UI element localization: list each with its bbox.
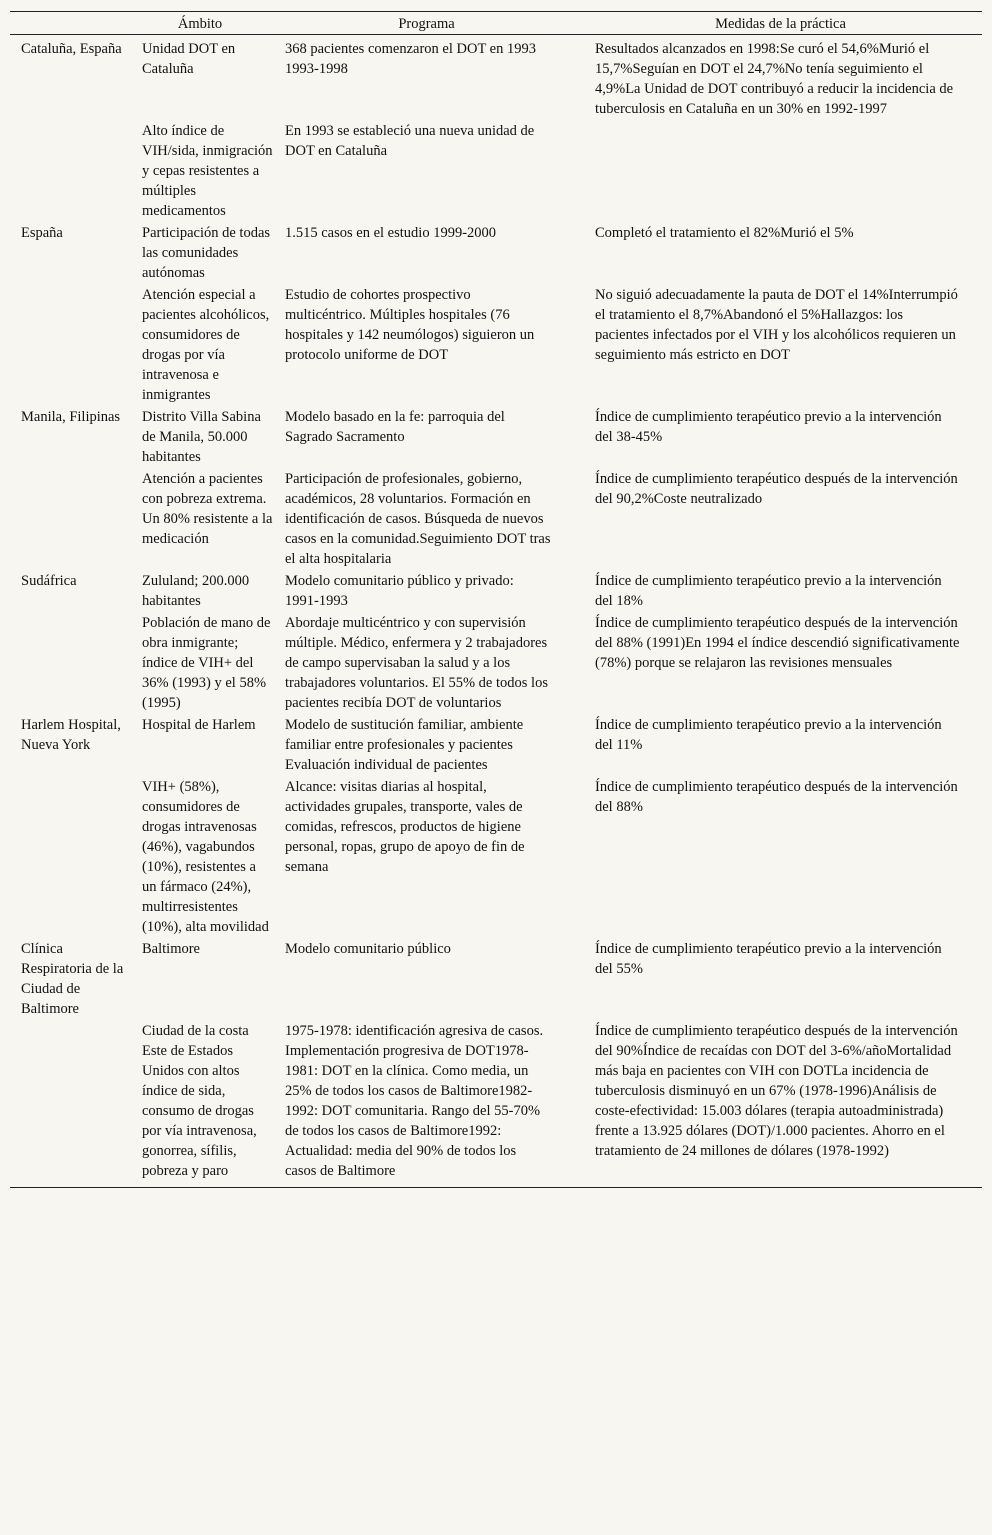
cell-measures: Índice de cumplimiento terapéutico después de la intervención del 88% bbox=[595, 779, 958, 815]
cell-measures: Índice de cumplimiento terapéutico previo a la intervención del 55% bbox=[595, 941, 942, 977]
cell-place: Clínica Respiratoria de la Ciudad de Baltimore bbox=[21, 941, 124, 1017]
table-row bbox=[10, 571, 982, 613]
cell-scope: Unidad DOT en Cataluña bbox=[142, 41, 236, 77]
cell-measures: Índice de cumplimiento terapéutico previo a la intervención del 18% bbox=[595, 573, 942, 609]
cell-measures: Índice de cumplimiento terapéutico después de la intervención del 90,2%Coste neutralizado bbox=[595, 471, 958, 507]
table-row bbox=[10, 613, 982, 715]
header-program: Programa bbox=[274, 12, 579, 35]
cell-place bbox=[10, 285, 126, 407]
cell-measures: Índice de cumplimiento terapéutico previo a la intervención del 11% bbox=[595, 717, 942, 753]
cell-scope: Baltimore bbox=[142, 941, 200, 957]
cell-scope: Distrito Villa Sabina de Manila, 50.000 habitantes bbox=[142, 409, 261, 465]
cell-program: Modelo comunitario público bbox=[285, 941, 451, 957]
header-place bbox=[10, 12, 126, 35]
cell-measures: Índice de cumplimiento terapéutico previo a la intervención del 38-45% bbox=[595, 409, 942, 445]
cell-program: 368 pacientes comenzaron el DOT en 1993 1993-1998 bbox=[285, 41, 536, 77]
table-row bbox=[10, 223, 982, 285]
cell-scope: Ciudad de la costa Este de Estados Unidos con altos índice de sida, consumo de drogas por vía intravenosa, gonorrea, sífilis, pobreza y paro bbox=[126, 1021, 274, 1188]
dot-programs-table-container bbox=[10, 11, 982, 1188]
cell-place bbox=[10, 121, 126, 223]
cell-measures: No siguió adecuadamente la pauta de DOT el 14%Interrumpió el tratamiento el 8,7%Abandonó el 5%Hallazgos: los pacientes infectados por el VIH y los alcohólicos requieren un seguimiento más estricto en DOT bbox=[595, 287, 958, 363]
cell-scope: Hospital de Harlem bbox=[142, 717, 256, 733]
cell-program: Modelo de sustitución familiar, ambiente familiar entre profesionales y pacientes Evaluación individual de pacientes bbox=[285, 717, 524, 773]
cell-place bbox=[10, 1021, 126, 1188]
table-row bbox=[10, 285, 982, 407]
cell-scope: Zululand; 200.000 habitantes bbox=[142, 573, 250, 609]
cell-program: Alcance: visitas diarias al hospital, actividades grupales, transporte, vales de comidas, refrescos, productos de higiene personal, ropas, grupo de apoyo de fin de semana bbox=[285, 779, 525, 875]
cell-measures: Resultados alcanzados en 1998:Se curó el 54,6%Murió el 15,7%Seguían en DOT el 24,7%No tenía seguimiento el 4,9%La Unidad de DOT contribuyó a reducir la incidencia de tuberculosis en Cataluña en un 30% en 1992-1997 bbox=[595, 41, 954, 117]
cell-scope: Atención a pacientes con pobreza extrema. Un 80% resistente a la medicación bbox=[142, 471, 273, 547]
table-row bbox=[10, 469, 982, 571]
header-measures: Medidas de la práctica bbox=[579, 12, 982, 35]
cell-place: Sudáfrica bbox=[21, 573, 77, 589]
cell-measures: Completó el tratamiento el 82%Murió el 5% bbox=[595, 225, 854, 241]
cell-program: En 1993 se estableció una nueva unidad de DOT en Cataluña bbox=[285, 123, 535, 159]
cell-measures: Índice de cumplimiento terapéutico después de la intervención del 88% (1991)En 1994 el índice descendió significativamente (78%) porque se relajaron las revisiones mensuales bbox=[595, 615, 960, 671]
cell-place bbox=[10, 469, 126, 571]
table-row bbox=[10, 407, 982, 469]
cell-program: Participación de profesionales, gobierno, académicos, 28 voluntarios. Formación en identificación de casos. Búsqueda de nuevos casos en la comunidad.Seguimiento DOT tras el alta hospitalaria bbox=[285, 471, 551, 567]
table-row bbox=[10, 777, 982, 939]
table-row bbox=[10, 715, 982, 777]
cell-place: España bbox=[21, 225, 63, 241]
cell-program: 1.515 casos en el estudio 1999-2000 bbox=[285, 225, 497, 241]
cell-scope: Atención especial a pacientes alcohólicos, consumidores de drogas por vía intravenosa e inmigrantes bbox=[142, 287, 270, 403]
table-row bbox=[10, 1021, 982, 1188]
cell-measures: Índice de cumplimiento terapéutico después de la intervención del 90%Índice de recaídas con DOT del 3-6%/añoMortalidad más baja en pacientes con VIH con DOTLa incidencia de tuberculosis disminuyó en un 67% (1978-1996)Análisis de coste-efectividad: 15.003 dólares (terapia autoadministrada) frente a 13.925 dólares (DOT)/1.000 pacientes. Ahorro en el tratamiento de 24 millones de dólares (1978-1992) bbox=[579, 1021, 982, 1188]
cell-place: Cataluña, España bbox=[21, 41, 122, 57]
cell-place bbox=[10, 777, 126, 939]
cell-scope: Alto índice de VIH/sida, inmigración y cepas resistentes a múltiples medicamentos bbox=[142, 123, 273, 219]
cell-measures bbox=[579, 121, 982, 223]
cell-place bbox=[10, 613, 126, 715]
header-scope: Ámbito bbox=[126, 12, 274, 35]
cell-scope: Población de mano de obra inmigrante; índice de VIH+ del 36% (1993) y el 58% (1995) bbox=[142, 615, 271, 711]
cell-scope: VIH+ (58%), consumidores de drogas intravenosas (46%), vagabundos (10%), resistentes a un fármaco (24%), multirresistentes (10%), alta movilidad bbox=[142, 779, 269, 935]
dot-programs-table bbox=[10, 11, 982, 1188]
table-header-row bbox=[10, 12, 982, 35]
cell-program: Modelo basado en la fe: parroquia del Sagrado Sacramento bbox=[285, 409, 505, 445]
cell-program: Abordaje multicéntrico y con supervisión múltiple. Médico, enfermera y 2 trabajadores de campo supervisaban la salud y a los trabajadores voluntarios. El 55% de todos los pacientes recibía DOT de voluntarios bbox=[285, 615, 548, 711]
cell-program: Modelo comunitario público y privado: 1991-1993 bbox=[285, 573, 514, 609]
table-row bbox=[10, 35, 982, 122]
cell-place: Manila, Filipinas bbox=[21, 409, 121, 425]
cell-program: 1975-1978: identificación agresiva de casos. Implementación progresiva de DOT1978-1981: DOT en la clínica. Como media, un 25% de todos los casos de Baltimore1982-1992: DOT comunitaria. Rango del 55-70% de todos los casos de Baltimore1992: Actualidad: media del 90% de todos los casos de Baltimore bbox=[274, 1021, 579, 1188]
table-row bbox=[10, 121, 982, 223]
cell-place: Harlem Hospital, Nueva York bbox=[21, 717, 121, 753]
table-row bbox=[10, 939, 982, 1021]
cell-scope: Participación de todas las comunidades autónomas bbox=[142, 225, 271, 281]
cell-program: Estudio de cohortes prospectivo multicéntrico. Múltiples hospitales (76 hospitales y 142 neumólogos) siguieron un protocolo uniforme de DOT bbox=[285, 287, 535, 363]
